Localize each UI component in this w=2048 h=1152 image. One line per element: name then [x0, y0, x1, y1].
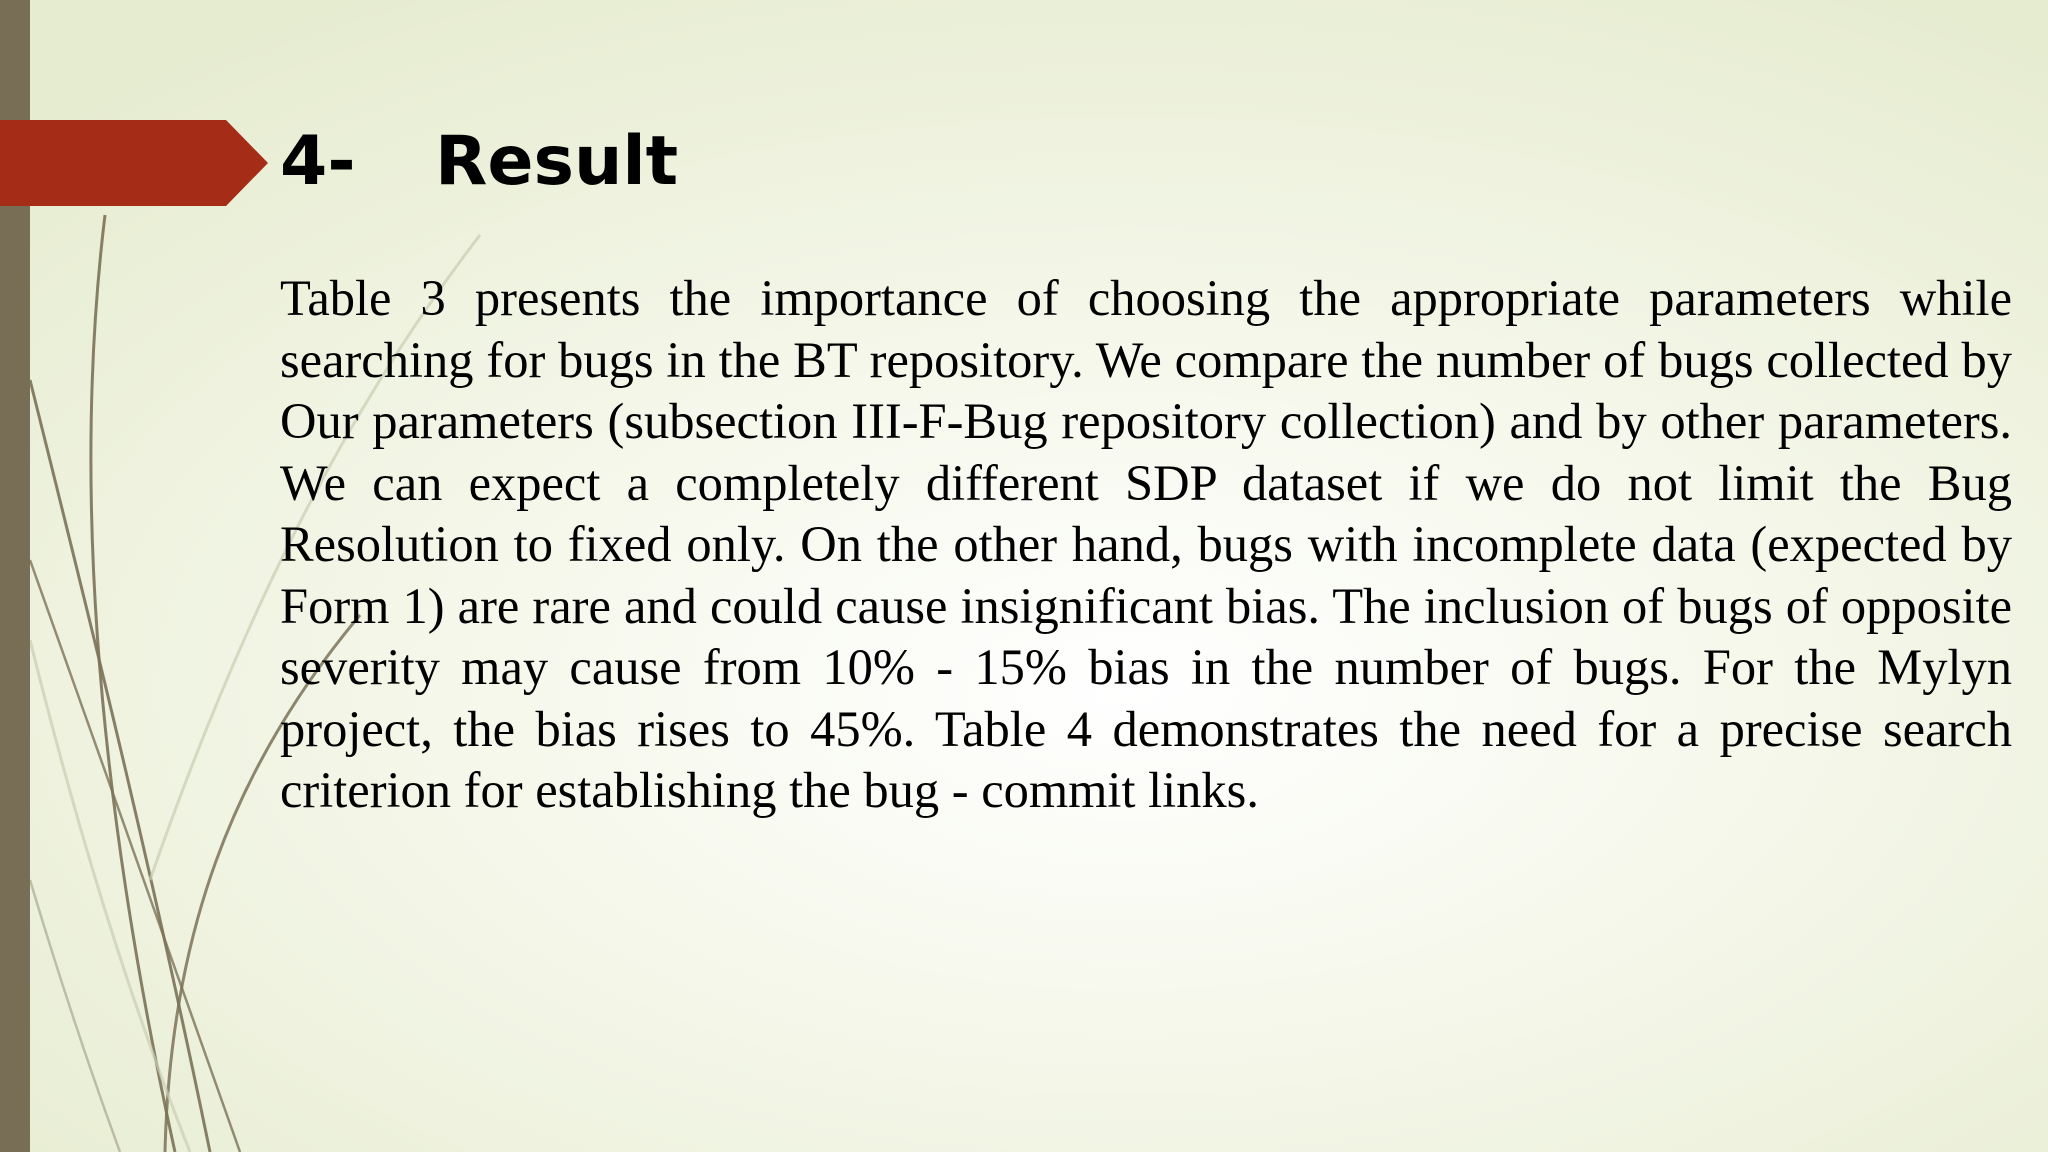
stem-3: [30, 560, 240, 1152]
stem-6: [30, 640, 190, 1152]
title-text: Result: [435, 122, 679, 201]
title-arrow-shape: [0, 120, 268, 206]
stem-7: [30, 880, 120, 1152]
title-number: 4-: [280, 122, 356, 201]
stem-2: [30, 380, 210, 1152]
slide-title: [280, 116, 678, 208]
body-paragraph: Table 3 presents the importance of choosing the appropriate parameters while searching for bugs in the BT repository. We compare the number of bugs collected by Our parameters (subsection III-F-Bug repository collection) and by other parameters. We can expect a completely different SDP dataset if we do not limit the Bug Resolution to fixed only. On the other hand, bugs with incomplete data (expected by Form 1) are rare and could cause insignificant bias. The inclusion of bugs of opposite severity may cause from 10% - 15% bias in the number of bugs. For the Mylyn project, the bias rises to 45%. Table 4 demonstrates the need for a precise search criterion for establishing the bug - commit links.: [280, 270, 2012, 818]
